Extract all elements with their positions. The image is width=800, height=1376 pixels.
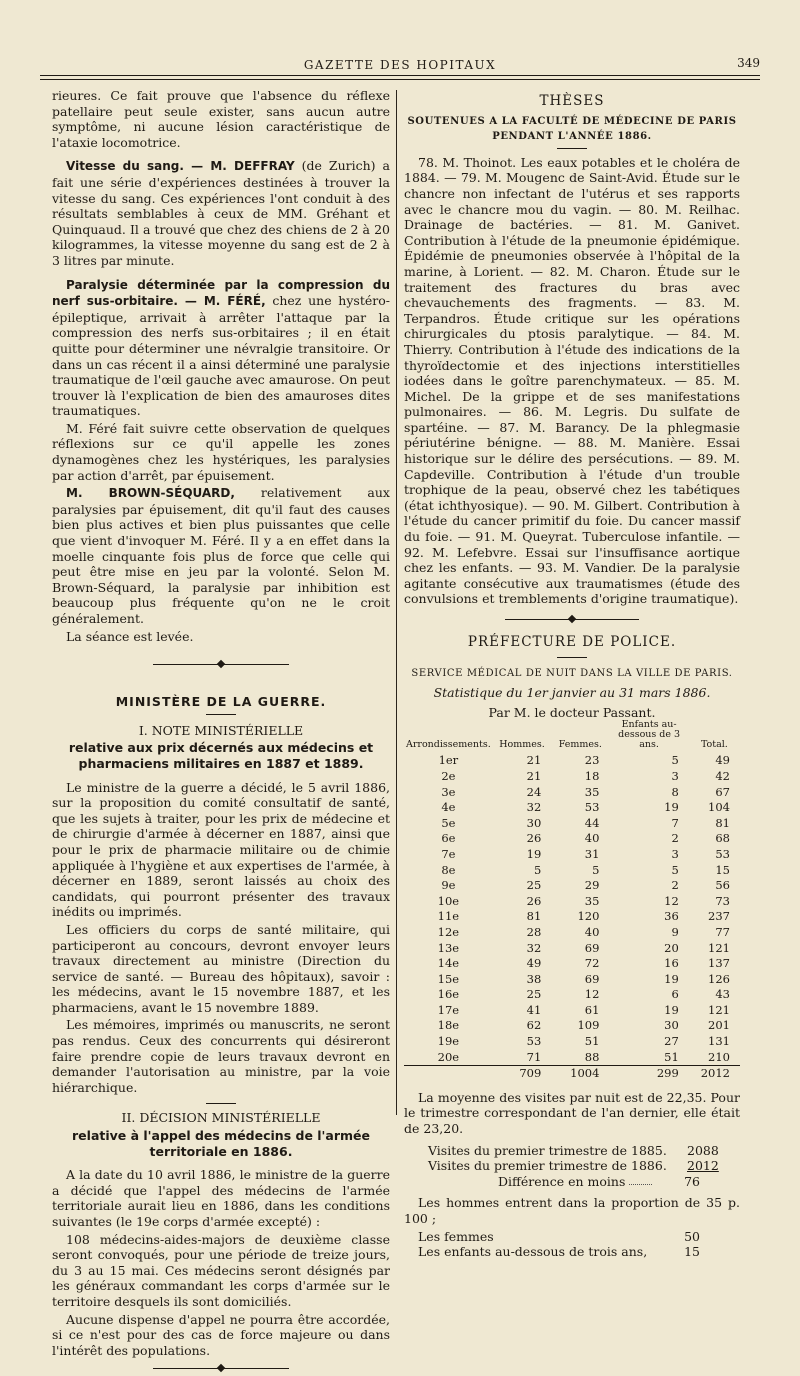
table-cell: 9e xyxy=(441,878,456,893)
table-cell: 29 xyxy=(584,878,600,893)
table-cell: 2e xyxy=(441,768,456,783)
table-cell: 27 xyxy=(664,1034,679,1049)
table-cell: 49 xyxy=(526,956,542,971)
paragraph-decision-3: Aucune dispense d'appel ne pourra être accordée, si ce n'est pour des cas de force majeure ou dans l'intérêt des populations. xyxy=(52,1311,390,1358)
table-cell: 77 xyxy=(715,924,730,939)
table-row xyxy=(404,987,740,1003)
table-cell: 15e xyxy=(437,971,460,986)
table-cell: 1er xyxy=(438,753,459,768)
table-cell: 137 xyxy=(708,956,730,971)
theses-subtitle-1: SOUTENUES A LA FACULTÉ DE MÉDECINE DE PARIS xyxy=(407,115,737,127)
note-title: I. NOTE MINISTÉRIELLE xyxy=(138,722,304,738)
table-row xyxy=(404,831,740,847)
short-rule-prefecture xyxy=(557,657,587,658)
table-row xyxy=(404,941,740,957)
table-cell: 109 xyxy=(577,1018,600,1033)
table-row xyxy=(404,847,740,863)
table-cell: 36 xyxy=(664,909,679,924)
table-cell: 13e xyxy=(437,940,460,955)
decision-title: II. DÉCISION MINISTÉRIELLE xyxy=(121,1110,321,1126)
table-cell: 237 xyxy=(708,909,730,924)
table-cell: 12 xyxy=(664,893,679,908)
table-cell: 68 xyxy=(715,831,730,846)
table-cell: 25 xyxy=(526,987,542,1002)
paragraph-paralysie: Paralysie déterminée par la compression du nerf sus-orbitaire. — M. FÉRÉ, chez une hystéro-épileptique, arrivait à arrêter l'attaque par la compression des nerfs sus-orbitaires ; il en était quitte pour déterminer une névralgie transitoire. Or dans un cas récent il a ainsi déterminé une paralysie traumatique de l'œil gauche avec amaurose. On peut trouver là l'explication de bien des amauroses dites traumatiques. xyxy=(52,277,390,419)
right-column xyxy=(404,88,740,1260)
column-divider xyxy=(396,90,397,1115)
table-cell: 12 xyxy=(584,987,600,1002)
table-cell: 5 xyxy=(671,862,679,877)
table-cell: 19 xyxy=(526,846,542,861)
table-cell: 40 xyxy=(584,831,600,846)
paragraph-note-3: Les mémoires, imprimés ou manuscrits, ne seront pas rendus. Ceux des concurrents qui désireront faire prendre copie de leurs travaux devront en demander l'autorisation au ministre, par la voie hiérarchique. xyxy=(52,1017,390,1095)
table-row xyxy=(404,972,740,988)
table-total-row xyxy=(404,1066,740,1082)
paragraph-decision-1: A la date du 10 avril 1886, le ministre de la guerre a décidé que l'appel des médecins de l'armée territoriale aurait lieu en 1886, dans les conditions suivantes (le 19e corps d'armée excepté) : xyxy=(52,1167,390,1229)
col-header-arrondissements: Arrondissements. xyxy=(406,739,491,751)
table-cell: 5 xyxy=(671,753,679,768)
table-cell: 8 xyxy=(671,784,679,799)
table-cell: 81 xyxy=(526,909,542,924)
table-cell: 69 xyxy=(584,971,600,986)
section-ornament-right xyxy=(404,613,740,627)
table-cell: 56 xyxy=(715,878,730,893)
table-row xyxy=(404,956,740,972)
paragraph-vitesse: Vitesse du sang. — M. DEFFRAY (de Zurich) a fait une série d'expériences destinées à trouver la vitesse du sang. Ces expériences l'ont conduit à des résultats semblables à ceux de MM. Gréhant et Quinquaud. Il a trouvé que chez des chiens de 2 à 20 kilogrammes, la vitesse moyenne du sang est de 2 à 3 litres par minute. xyxy=(52,158,390,268)
table-cell: 5 xyxy=(533,862,542,877)
table-cell: 210 xyxy=(708,1049,730,1064)
table-cell: 201 xyxy=(708,1018,730,1033)
table-cell: 42 xyxy=(715,768,730,783)
table-cell: 49 xyxy=(715,753,730,768)
table-cell: 126 xyxy=(708,971,730,986)
table-cell: 40 xyxy=(584,924,600,939)
theses-title: THÈSES xyxy=(539,93,605,109)
table-cell: 19 xyxy=(664,971,679,986)
list-item: Visites du premier trimestre de 1886. 2012 xyxy=(428,1158,719,1174)
table-cell: 53 xyxy=(584,800,600,815)
table-cell: 35 xyxy=(584,784,600,799)
table-cell: 20 xyxy=(664,940,679,955)
table-cell: 30 xyxy=(664,1018,679,1033)
table-cell: 10e xyxy=(437,893,460,908)
paragraph-brown-sequard: M. BROWN-SÉQUARD, relativement aux paralysies par épuisement, dit qu'il faut des causes bien plus actives et bien plus puissantes que celle que vient d'invoquer M. Féré. Il y a en effet dans la moelle cinquante fois plus de force que celle qui peut être mise en jeu par la volonté. Selon M. Brown-Séquard, la paralysie par inhibition est beaucoup plus fréquente qu'on ne le croit généralement. xyxy=(52,485,390,626)
table-cell: 3 xyxy=(671,768,679,783)
theses-list: 78. M. Thoinot. Les eaux potables et le choléra de 1884. — 79. M. Mougenc de Saint-Avid. Étude sur le chancre non infectant de l'utérus et ses rapports avec le chancre mou du vagin. — 80. M. Reilhac. Drainage de bactéries. — 81. M. Ganivet. Contribution à l'étude de la pneumonie épidémique. Épidémie de pneumonies observée à l'hôpital de la marine, à Lorient. — 82. M. Charon. Étude sur le traitement des fractures du bras avec chevauchements des fragments. — 83. M. Terpandros. Étude critique sur les opérations chirurgicales du ptosis paralytique. — 84. M. Thierry. Contribution à l'étude des indications de la thyroïdectomie et des injections interstitielles iodées dans le goître parenchymateux. — 85. M. Michel. De la grippe et de ses manifestations pulmonaires. — 86. M. Legris. Du sulfate de spartéine. — 87. M. Barancy. De la phlegmasie périutérine bénigne. — 88. M. Manière. Essai historique sur le délire des persécutions. — 89. M. Capdeville. Contribution à l'étude d'un trouble trophique de la peau, observé chez les tabétiques (état ichthyosique). — 90. M. Gilbert. Contribution à l'étude du cancer primitif du foie. Du cancer massif du foie. — 91. M. Queyrat. Tuberculose infantile. — 92. M. Lefebvre. Essai sur l'insuffisance aortique chez les enfants. — 93. M. Vandier. De la paralysie agitante consécutive aux traumatismes (étude des convulsions et tremblements d'origine traumatique). xyxy=(404,154,740,607)
paragraph-proportion: Les hommes entrent dans la proportion de 35 p. 100 ; xyxy=(404,1195,740,1226)
section-title-ministere: MINISTÈRE DE LA GUERRE. xyxy=(115,694,327,710)
table-header-row xyxy=(404,720,740,753)
table-cell: 11e xyxy=(437,909,460,924)
stats-author: Par M. le docteur Passant. xyxy=(488,704,656,720)
table-cell: 16e xyxy=(437,987,460,1002)
table-cell: 35 xyxy=(584,893,600,908)
table-cell: 26 xyxy=(526,893,542,908)
table-cell: 3 xyxy=(671,846,679,861)
table-cell: 41 xyxy=(526,1002,542,1017)
table-cell: 26 xyxy=(526,831,542,846)
table-cell: 30 xyxy=(526,815,542,830)
table-cell: 8e xyxy=(441,862,456,877)
name-brown-sequard: M. BROWN-SÉQUARD, xyxy=(66,486,235,501)
paragraph-note-2: Les officiers du corps de santé militaire, qui participeront au concours, devront envoyer leurs travaux directement au ministre (Direction du service de santé. — Bureau des hôpitaux), savoir : les médecins, avant le 15 novembre 1887, et les pharmaciens, avant le 15 novembre 1889. xyxy=(52,921,390,1015)
table-cell: 17e xyxy=(437,1002,460,1017)
table-row xyxy=(404,1034,740,1050)
table-cell: 19e xyxy=(437,1034,460,1049)
table-cell: 62 xyxy=(526,1018,542,1033)
table-row xyxy=(404,1050,740,1066)
table-body xyxy=(404,753,740,1081)
table-row xyxy=(404,785,740,801)
table-cell: 18e xyxy=(437,1018,460,1033)
col-header-total: Total. xyxy=(700,739,728,751)
bottom-ornament xyxy=(52,1362,390,1376)
paragraph-reflexe: rieures. Ce fait prouve que l'absence du réflexe patellaire peut seule exister, sans aucun autre symptôme, ni aucune lésion caractéristique de l'ataxie locomotrice. xyxy=(52,88,390,150)
table-row xyxy=(404,753,740,769)
header-rule xyxy=(40,75,760,76)
table-cell: 2 xyxy=(671,878,679,893)
header-rule-double xyxy=(40,79,760,80)
table-cell: 25 xyxy=(526,878,542,893)
journal-title: GAZETTE DES HOPITAUX xyxy=(303,58,497,72)
short-rule xyxy=(206,714,236,715)
proportion-list xyxy=(404,1229,740,1260)
table-row xyxy=(404,1003,740,1019)
list-item: Visites du premier trimestre de 1885. 2088 xyxy=(428,1142,719,1158)
table-row xyxy=(404,800,740,816)
table-cell: 7e xyxy=(441,846,456,861)
table-cell: 67 xyxy=(715,784,730,799)
table-cell: 51 xyxy=(584,1034,600,1049)
table-cell: 121 xyxy=(708,1002,730,1017)
left-column xyxy=(52,88,390,1376)
table-cell: 18 xyxy=(584,768,600,783)
table-row xyxy=(404,1018,740,1034)
service-title: SERVICE MÉDICAL DE NUIT DANS LA VILLE DE PARIS. xyxy=(411,667,733,679)
table-cell: 53 xyxy=(526,1034,542,1049)
col-header-enfants: Enfants au-dessous de 3 ans. xyxy=(618,719,681,751)
table-cell: 6e xyxy=(441,831,456,846)
page-header xyxy=(40,52,760,76)
table-cell: 88 xyxy=(584,1049,600,1064)
table-cell: 6 xyxy=(671,987,679,1002)
table-cell: 4e xyxy=(441,800,456,815)
table-cell: 121 xyxy=(708,940,730,955)
list-item: Différence en moins 76 xyxy=(498,1173,700,1189)
table-row xyxy=(404,816,740,832)
table-total-cell: 1004 xyxy=(551,1066,609,1082)
short-rule-2 xyxy=(206,1103,236,1104)
table-cell: 61 xyxy=(584,1002,600,1017)
table-cell: 51 xyxy=(664,1049,679,1064)
table-cell: 72 xyxy=(584,956,600,971)
table-cell: 24 xyxy=(526,784,542,799)
paragraph-moyenne: La moyenne des visites par nuit est de 22,35. Pour le trimestre correspondant de l'an dernier, elle était de 23,20. xyxy=(404,1089,740,1137)
list-item: Les femmes 50 xyxy=(418,1228,700,1244)
visits-table xyxy=(404,720,740,1081)
table-cell: 120 xyxy=(577,909,600,924)
paragraph-fere: M. Féré fait suivre cette observation de quelques réflexions sur ce qu'il appelle les zones dynamogènes chez les hystériques, les paralysies par action d'arrêt, par épuisement. xyxy=(52,420,390,483)
col-header-hommes: Hommes. xyxy=(499,739,545,751)
table-cell: 38 xyxy=(526,971,542,986)
table-cell: 20e xyxy=(437,1049,460,1064)
paragraph-decision-2: 108 médecins-aides-majors de deuxième classe seront convoqués, pour une période de treize jours, du 3 au 15 mai. Ces médecins seront désignés par les généraux commandant les corps d'armée sur le territoire desquels ils sont domiciliés. xyxy=(52,1231,390,1309)
table-cell: 15 xyxy=(715,862,730,877)
table-total-cell xyxy=(404,1066,493,1082)
table-row xyxy=(404,909,740,925)
short-rule-theses xyxy=(557,148,587,149)
table-total-cell: 709 xyxy=(493,1066,552,1082)
list-item: Les enfants au-dessous de trois ans, 15 xyxy=(418,1244,700,1260)
table-cell: 2 xyxy=(671,831,679,846)
table-cell: 44 xyxy=(584,815,600,830)
table-row xyxy=(404,769,740,785)
table-cell: 21 xyxy=(526,768,542,783)
table-cell: 131 xyxy=(708,1034,730,1049)
section-ornament xyxy=(52,658,390,672)
table-row xyxy=(404,878,740,894)
table-cell: 9 xyxy=(671,924,679,939)
table-cell: 14e xyxy=(437,956,460,971)
table-cell: 53 xyxy=(715,846,730,861)
prefecture-title: PRÉFECTURE DE POLICE. xyxy=(467,634,677,650)
table-cell: 19 xyxy=(664,800,679,815)
subhead-paralysie: Paralysie déterminée par la compression du nerf sus-orbitaire. — M. FÉRÉ, xyxy=(52,277,390,309)
subhead-vitesse: Vitesse du sang. — M. DEFFRAY xyxy=(66,159,295,174)
table-row xyxy=(404,894,740,910)
table-cell: 104 xyxy=(708,800,730,815)
table-cell: 19 xyxy=(664,1002,679,1017)
table-cell: 12e xyxy=(437,924,460,939)
table-cell: 21 xyxy=(526,753,542,768)
stats-title: Statistique du 1er janvier au 31 mars 1886. xyxy=(433,685,711,701)
table-cell: 16 xyxy=(664,956,679,971)
table-cell: 32 xyxy=(526,940,542,955)
table-cell: 43 xyxy=(715,987,730,1002)
table-row xyxy=(404,925,740,941)
table-cell: 28 xyxy=(526,924,542,939)
table-cell: 5e xyxy=(441,815,456,830)
note-subtitle: relative aux prix décernés aux médecins et pharmaciens militaires en 1887 et 1889. xyxy=(68,740,374,771)
visits-comparison xyxy=(404,1143,740,1190)
theses-subtitle-2: PENDANT L'ANNÉE 1886. xyxy=(492,131,652,143)
table-cell: 69 xyxy=(584,940,600,955)
decision-subtitle: relative à l'appel des médecins de l'armée territoriale en 1886. xyxy=(72,1128,370,1159)
table-cell: 32 xyxy=(526,800,542,815)
table-cell: 31 xyxy=(584,846,600,861)
table-cell: 23 xyxy=(584,753,600,768)
paragraph-note-1: Le ministre de la guerre a décidé, le 5 avril 1886, sur la proposition du comité consultatif de santé, que les sujets à traiter, pour les prix de médecine et de chirurgie d'armée à décerner en 1887, ainsi que pour le prix de pharmacie militaire ou de chimie appliquée à l'hygiène et aux expertises de l'armée, à décerner en 1889, seront laissés au choix des candidats, qui pourront présenter des travaux inédits ou imprimés. xyxy=(52,779,390,920)
table-total-cell: 299 xyxy=(609,1066,688,1082)
table-cell: 5 xyxy=(592,862,600,877)
table-total-cell: 2012 xyxy=(689,1066,740,1082)
table-cell: 81 xyxy=(715,815,730,830)
table-row xyxy=(404,863,740,879)
page-number: 349 xyxy=(737,56,760,70)
paragraph-seance: La séance est levée. xyxy=(66,628,194,644)
col-header-femmes: Femmes. xyxy=(558,739,602,751)
table-cell: 71 xyxy=(526,1049,542,1064)
table-cell: 3e xyxy=(441,784,456,799)
table-cell: 73 xyxy=(715,893,730,908)
table-cell: 7 xyxy=(671,815,679,830)
